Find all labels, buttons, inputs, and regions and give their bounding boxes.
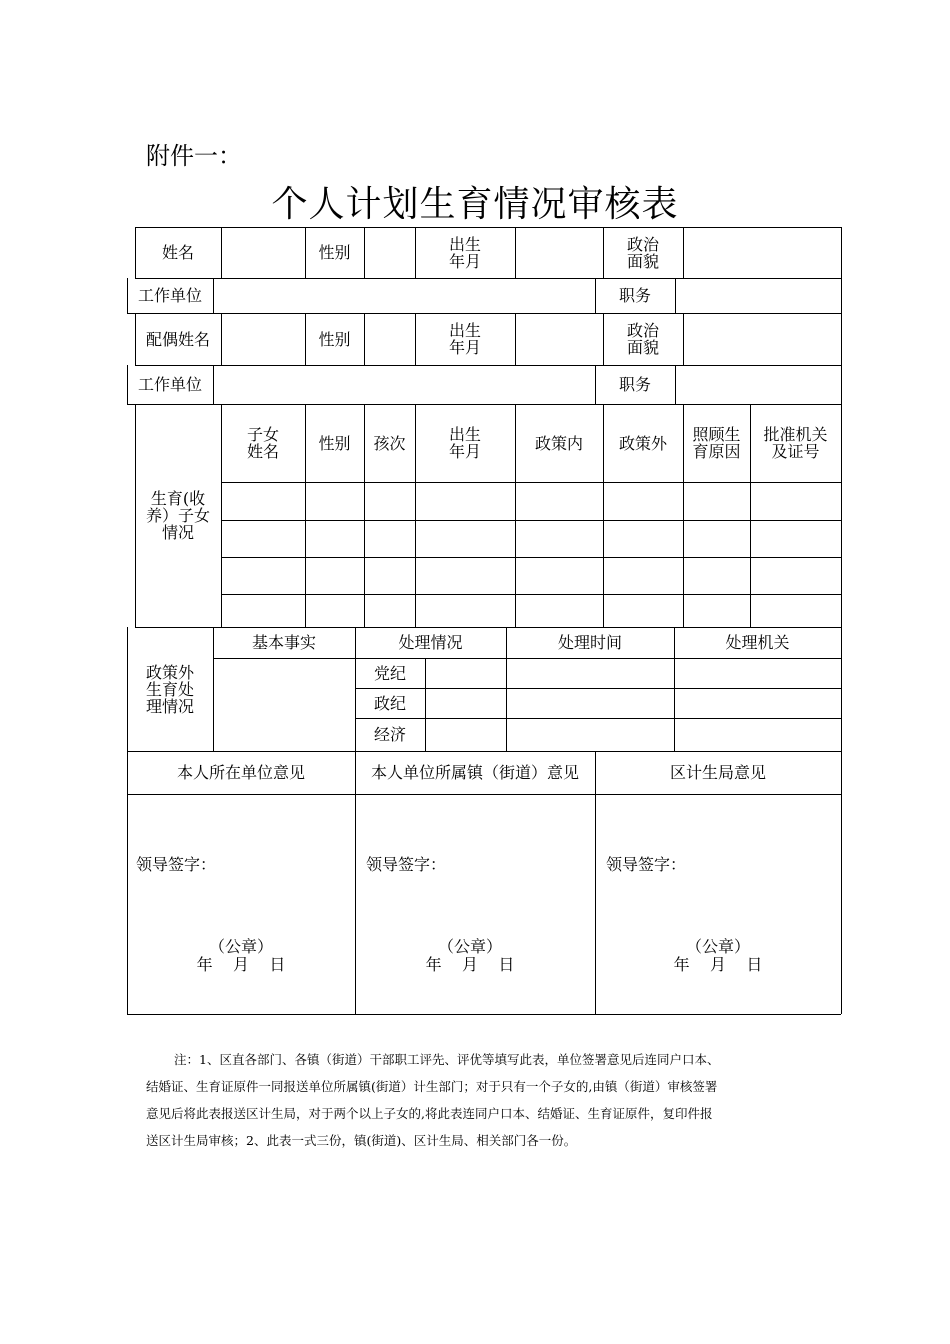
basic-facts-header: 基本事实 [251, 633, 316, 652]
spouse-work-unit-field[interactable] [213, 365, 595, 404]
spouse-gender-field[interactable] [364, 313, 415, 365]
bureau-date: 年 月 日 [673, 954, 763, 974]
table-row[interactable] [221, 594, 841, 627]
unit-sign-label: 领导签字： [136, 854, 217, 874]
spouse-gender-label: 性别 [318, 329, 351, 349]
spouse-position-label: 职务 [618, 375, 651, 394]
bureau-seal: （公章） [685, 936, 750, 956]
child-birth-header: 出生 年月 [448, 425, 481, 461]
out-policy-header: 政策外 [618, 433, 667, 453]
attachment-label: 附件一： [146, 142, 242, 170]
economic-label: 经济 [373, 725, 406, 744]
spouse-politics-field[interactable] [683, 313, 841, 365]
birth-label: 出生 年月 [448, 234, 481, 271]
table-row[interactable] [221, 520, 841, 557]
position-field[interactable] [675, 278, 841, 313]
table-row[interactable] [221, 557, 841, 594]
footnote-line: 结婚证、生育证原件一同报送单位所属镇(街道）计生部门；对于只有一个子女的,由镇（街道）审核签署 [146, 1079, 718, 1094]
footnote-line: 送区计生局审核；2、此表一式三份，镇(街道)、区计生局、相关部门各一份。 [146, 1133, 577, 1148]
position-label: 职务 [618, 286, 651, 305]
footnote [146, 1046, 814, 1154]
work-unit-label: 工作单位 [137, 286, 202, 305]
unit-date: 年 月 日 [196, 954, 286, 974]
spouse-name-label: 配偶姓名 [145, 329, 210, 349]
spouse-name-field[interactable] [221, 313, 305, 365]
approval-header: 批准机关 及证号 [763, 425, 828, 461]
spouse-work-unit-label: 工作单位 [137, 375, 202, 394]
admin-discipline-label: 政纪 [373, 693, 406, 713]
table-row[interactable] [221, 482, 841, 520]
care-reason-header: 照顾生 育原因 [692, 425, 741, 461]
town-opinion-header: 本人单位所属镇（街道）意见 [370, 763, 579, 782]
handling-status-header: 处理情况 [398, 633, 463, 652]
in-policy-header: 政策内 [534, 433, 583, 453]
gender-label: 性别 [318, 243, 351, 262]
spouse-position-field[interactable] [675, 365, 841, 404]
unit-seal: （公章） [208, 936, 273, 956]
name-field[interactable] [221, 227, 305, 278]
handling-section-label: 政策外 生育处 理情况 [145, 662, 194, 716]
handling-time-header: 处理时间 [557, 633, 622, 652]
footnote-line: 注：1、区直各部门、各镇（街道）干部职工评先、评优等填写此表，单位签署意见后连同户口本、 [174, 1052, 720, 1067]
work-unit-field[interactable] [213, 278, 595, 313]
unit-opinion-header: 本人所在单位意见 [176, 763, 305, 782]
child-order-header: 孩次 [373, 433, 406, 453]
town-sign-label: 领导签字： [366, 854, 447, 874]
politics-label: 政治 面貌 [626, 234, 659, 271]
handling-authority-header: 处理机关 [725, 633, 790, 652]
spouse-birth-field[interactable] [515, 313, 603, 365]
party-discipline-label: 党纪 [373, 663, 406, 683]
bureau-opinion-header: 区计生局意见 [669, 763, 766, 782]
gender-field[interactable] [364, 227, 415, 278]
spouse-birth-label: 出生 年月 [448, 321, 481, 357]
page-title: 个人计划生育情况审核表 [271, 184, 679, 225]
name-label: 姓名 [161, 243, 194, 262]
child-name-header: 子女 姓名 [246, 425, 279, 461]
politics-field[interactable] [683, 227, 841, 278]
basic-facts-field[interactable] [213, 658, 355, 751]
children-section-label: 生育(收 养）子女 情况 [145, 489, 210, 542]
spouse-politics-label: 政治 面貌 [626, 321, 659, 357]
bureau-sign-label: 领导签字： [606, 854, 687, 874]
town-seal: （公章） [437, 936, 502, 956]
birth-field[interactable] [515, 227, 603, 278]
footnote-line: 意见后将此表报送区计生局，对于两个以上子女的,将此表连同户口本、结婚证、生育证原件，复印件报 [146, 1106, 713, 1121]
town-date: 年 月 日 [425, 954, 515, 974]
child-gender-header: 性别 [318, 433, 351, 453]
